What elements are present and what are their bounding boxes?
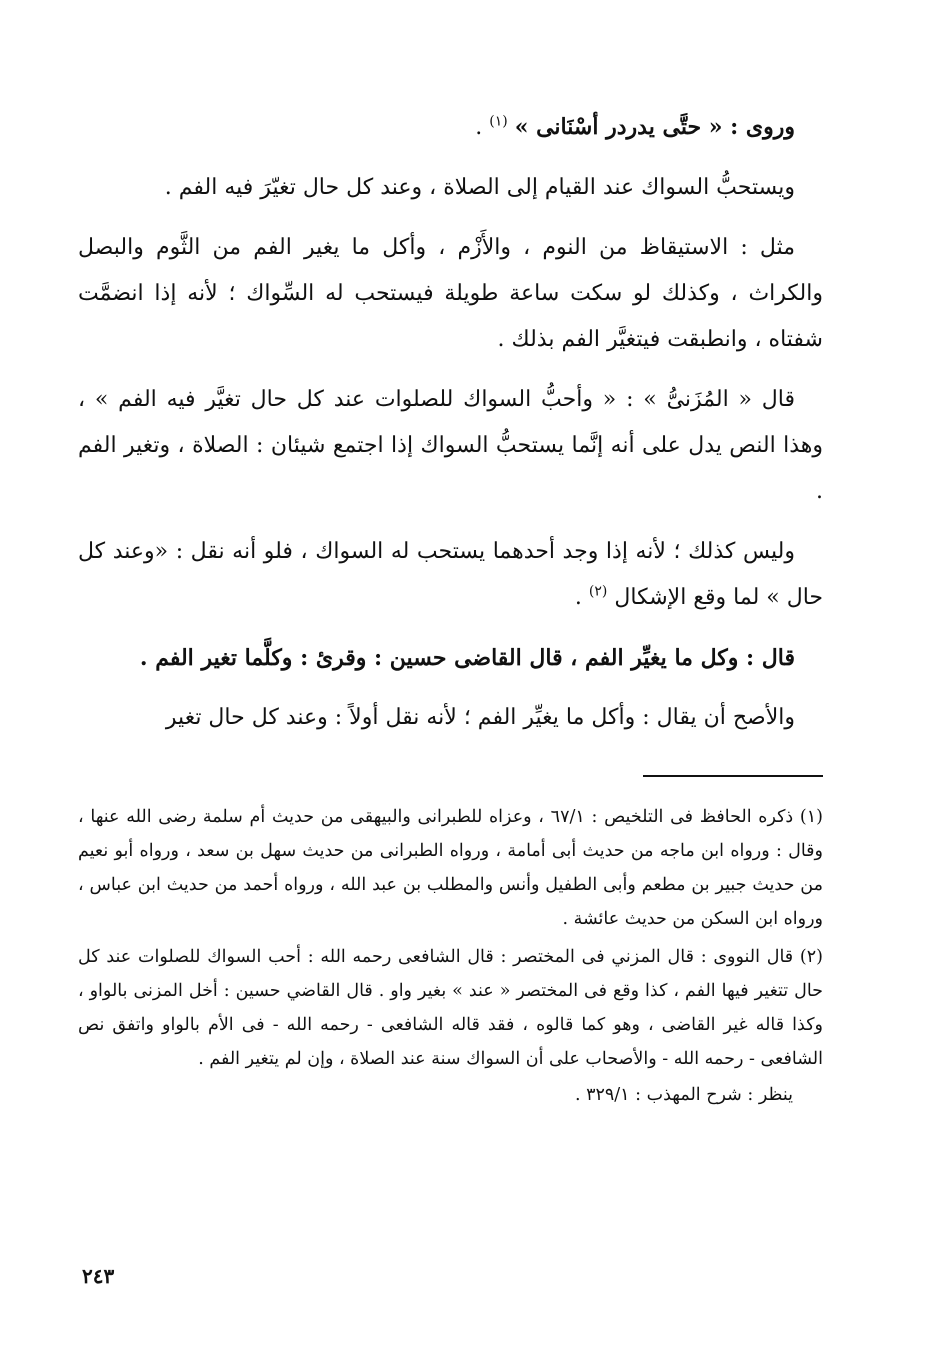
paragraph-qadi-husayn: قال : وكل ما يغيِّر الفم ، قال القاضى حسين : وقرئ : وكلَّما تغير الفم . xyxy=(139,645,795,671)
paragraph-asahh: والأصح أن يقال : وأكل ما يغيِّر الفم ؛ لأنه نقل أولاً : وعند كل حال تغير xyxy=(165,705,795,730)
footnote-divider xyxy=(643,775,823,777)
footnotes xyxy=(78,800,823,1112)
paragraph-laysa: وليس كذلك ؛ لأنه إذا وجد أحدهما يستحب له السواك ، فلو أنه نقل : «وعند كل حال » لما وقع الإشكال $^{(٢)}$ . xyxy=(78,539,823,610)
page-number: ٢٤٣ xyxy=(82,1264,115,1288)
paragraph-riwaya: وروى : « حتَّى يدردر أسْنَانى » $^{(١)}$ . xyxy=(475,113,795,140)
footnote-1: (١) ذكره الحافظ فى التلخيص : ٦٧/١ ، وعزاه للطبرانى والبيهقى من حديث أم سلمة رضى الله عنها ، وقال : ورواه ابن ماجه من حديث أبى أمامة ، ورواه الطبرانى من حديث سهل بن سعد ، ورواه أبو نعيم من حديث جبير بن مطعم وأبى الطفيل وأنس والمطلب بن عبد الله ، ورواه أحمد من حديث ابن عباس ، ورواه ابن السكن من حديث عائشة . xyxy=(78,807,823,929)
paragraph-istihbab: ويستحبُّ السواك عند القيام إلى الصلاة ، وعند كل حال تغيّرَ فيه الفم . xyxy=(164,175,795,200)
footnote-reference: ينظر : شرح المهذب : ٣٢٩/١ . xyxy=(574,1085,793,1105)
paragraph-text: وليس كذلك ؛ لأنه إذا وجد أحدهما يستحب له السواك ، فلو أنه نقل : «وعند كل حال » لما وقع الإشكال xyxy=(78,539,823,610)
paragraph-text: وروى : « حتَّى يدردر أسْنَانى » xyxy=(514,114,795,140)
footnote-marker-1: (١) xyxy=(489,113,508,130)
paragraph-mithal: مثل : الاستيقاظ من النوم ، والأَزْم ، وأكل ما يغير الفم من الثَّوم والبصل والكراث ، وكذلك لو سكت ساعة طويلة فيستحب له السِّواك ؛ لأنه إذا انضمَّت شفتاه ، وانطبقت فيتغيَّر الفم بذلك . xyxy=(78,235,823,352)
main-text xyxy=(78,104,823,741)
footnote-2: (٢) قال النووى : قال المزني فى المختصر : قال الشافعى رحمه الله : أحب السواك للصلوات عند كل حال تتغير فيها الفم ، كذا وقع فى المختصر « عند » بغير واو . قال القاضي حسين : أخل المزنى بالواو ، وكذا قاله غير القاضى ، وهو كما قالوه ، فقد قاله الشافعى - رحمه الله - فى الأم بالواو واتفق نص الشافعى - رحمه الله - والأصحاب على أن السواك سنة عند الصلاة ، وإن لم يتغير الفم . xyxy=(78,947,823,1069)
footnote-marker-2: (٢) xyxy=(588,583,608,600)
paragraph-muzani: قال « المُزَنىُّ » : « وأحبُّ السواك للصلوات عند كل حال تغيَّر فيه الفم » ، وهذا النص يدل على أنه إنَّما يستحبُّ السواك إذا اجتمع شيئان : الصلاة ، وتغير الفم . xyxy=(78,387,823,504)
